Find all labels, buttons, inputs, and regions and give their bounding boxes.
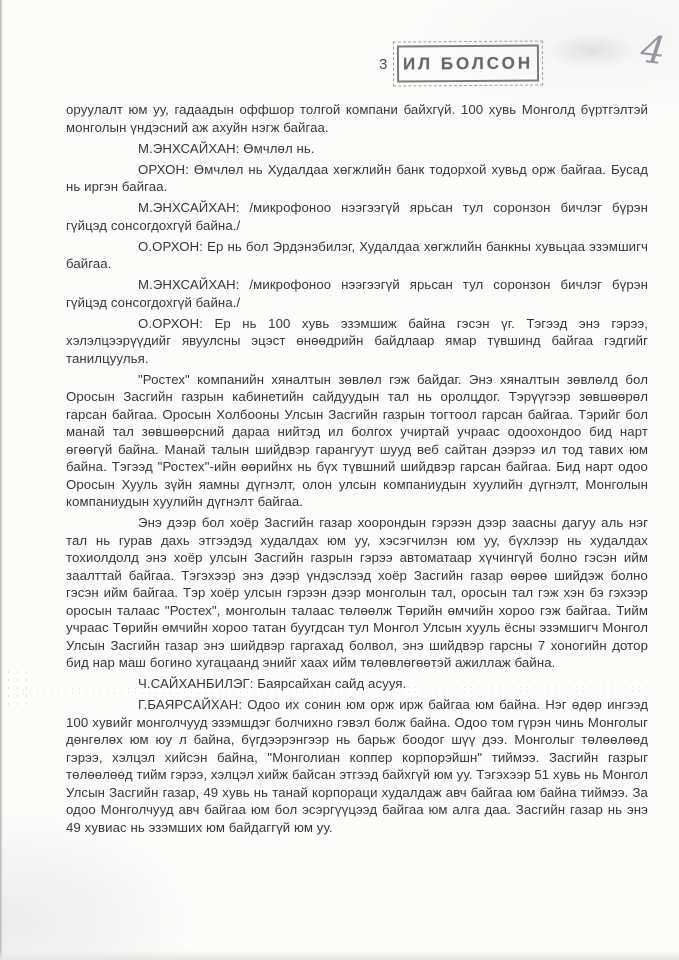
transcript-paragraph: "Ростех" компанийн хяналтын зөвлөл гэж байдаг. Энэ хяналтын зөвлөлд бол Оросын Засгийн газрын кабинетийн сайдуудын тал нь оролцдог. Тэрүүгээр зөвшөөрөл гарсан байгаа. Оросын Холбооны Улсын Засгийн газрын тогтоол гарсан байгаа. Тэрийг бол манай тал зөвшөөрсний дараа нийтэд ил болгох учиртай учраас одоохондоо бид нарт өгөөгүй байна. Манай талын шийдвэр гарангуут шууд веб сайтан дээрээ ил тод тавих юм байна. Тэгээд "Ростех"-ийн өөрийнх нь бүх түвшний шийдвэр гарсан байгаа. Бид нарт одоо Оросын Хууль зүйн яамны дүгнэлт, олон улсын компаниудын хуулийн дүгнэлт, Монголын компаниудын хуулийн дүгнэлт байгаа. [66,371,648,509]
scan-bottom-edge-artifact [0,950,679,960]
transcript-paragraph: М.ЭНХСАЙХАН: /микрофоноо нээгээгүй ярьсан тул соронзон бичлэг бүрэн гүйцэд сонсогдохгүй байна./ [66,200,648,233]
transcript-paragraph: М.ЭНХСАЙХАН: Өмчлөл нь. [138,140,315,156]
transcript-paragraph: О.ОРХОН: Ер нь бол Эрдэнэбилэг, Худалдаа хөгжлийн банкны хувьцаа эзэмшигч байгаа. [66,238,648,271]
transcript-paragraph: О.ОРХОН: Ер нь 100 хувь эзэмшиж байна гэсэн үг. Тэгээд энэ гэрээ, хэлэлцээрүүдийг явуулсны эцэст өнөөдрийн байдлаар ямар түвшинд байгаа гэдгийг танилцуулья. [66,315,648,366]
transcript-paragraph: ОРХОН: Өмчлөл нь Худалдаа хөгжлийн банк тодорхой хувьд орж байгаа. Бусад нь иргэн байгаа. [66,161,648,194]
transcript-paragraph: Г.БАЯРСАЙХАН: Одоо их сонин юм орж ирж байгаа юм байна. Нэг өдөр ингээд 100 хувийг монголчууд эзэмшдэг болчихно гэвэл болж байна. Одоо том гүрэн чинь Монголыг дөнгөлөх юм юу л байна, бүгдээрэнгээр нь барьж боодог шүү дээ. Монголыг төлөөлөөд гэрээ, хэлцэл хийсэн байна, "Монголиан коппер корпорэйшн" тиймээ. Засгийн газрыг төлөөлөөд тийм гэрээ, хэлцэл хийж байсан этгээд байхгүй юм уу. Тэгэхээр 51 хувь нь Монгол Улсын Засгийн газар, 49 хувь нь танай корпораци худалдаж авч байгаа юм байна тиймээ. За одоо Монголчууд авч байгаа юм бол эсэргүүцээд байгаа юм алга даа. Засгийн газар нь энэ 49 хувиас нь эзэмших юм байдаггүй юм уу. [66,697,648,835]
transcript-paragraph: Энэ дээр бол хоёр Засгийн газар хоорондын гэрээн дээр заасны дагуу аль нэг тал нь гурав дахь этгээдэд худалдах юм уу, хэсэгчилэн юм уу, бүхлээр нь худалдах тохиолдолд энэ хоёр улсын Засгийн газрын гэрээ автоматаар хүчингүй болно гэсэн ийм заалттай байгаа. Тэгэхээр энэ дээр үндэслээд хоёр Засгийн газар өөрөө шийдэж болно гэсэн ийм байгаа. Тэр хоёр улсын гэрээн дээр монголын тал, оросын тал гэж хэн бэ гэхээр оросын талаас "Ростех", монголын талаас төлөөлж Төрийн өмчийн хороо гэж байгаа. Тийм учраас Төрийн өмчийн хороо татан буугдсан тул Монгол Улсын хууль ёсны эзэмшигч Монгол Улсын Засгийн газар энэ шийдвэр гаргахад болвол, энэ шийдвэр гарсны 7 хоногийн дотор бид нар маш богино хугацаанд энийг хаах ийм төлөвлөгөөтэй ажиллаж байна. [66,515,648,670]
typed-page-number: 3 [379,56,388,73]
scan-left-edge-artifact [0,0,3,960]
transcript-paragraph: оруулалт юм уу, гадаадын оффшор толгой компани байхгүй. 100 хувь Монголд бүртгэлтэй монголын үндэсний аж ахуйн нэгж байгаа. [66,102,648,135]
disclosure-stamp-inner-border [397,45,539,83]
transcript-paragraph: М.ЭНХСАЙХАН: /микрофоноо нээгээгүй ярьсан тул соронзон бичлэг бүрэн гүйцэд сонсогдохгүй байна./ [66,277,648,310]
disclosure-stamp [393,40,543,86]
disclosure-stamp-text: ИЛ БОЛСОН [402,53,534,73]
transcript-paragraph: Ч.САЙХАНБИЛЭГ: Баярсайхан сайд асууя. [138,676,407,691]
handwritten-page-number: 4 [638,26,668,74]
scan-smudge-artifact [548,34,636,68]
transcript-body [66,101,648,840]
